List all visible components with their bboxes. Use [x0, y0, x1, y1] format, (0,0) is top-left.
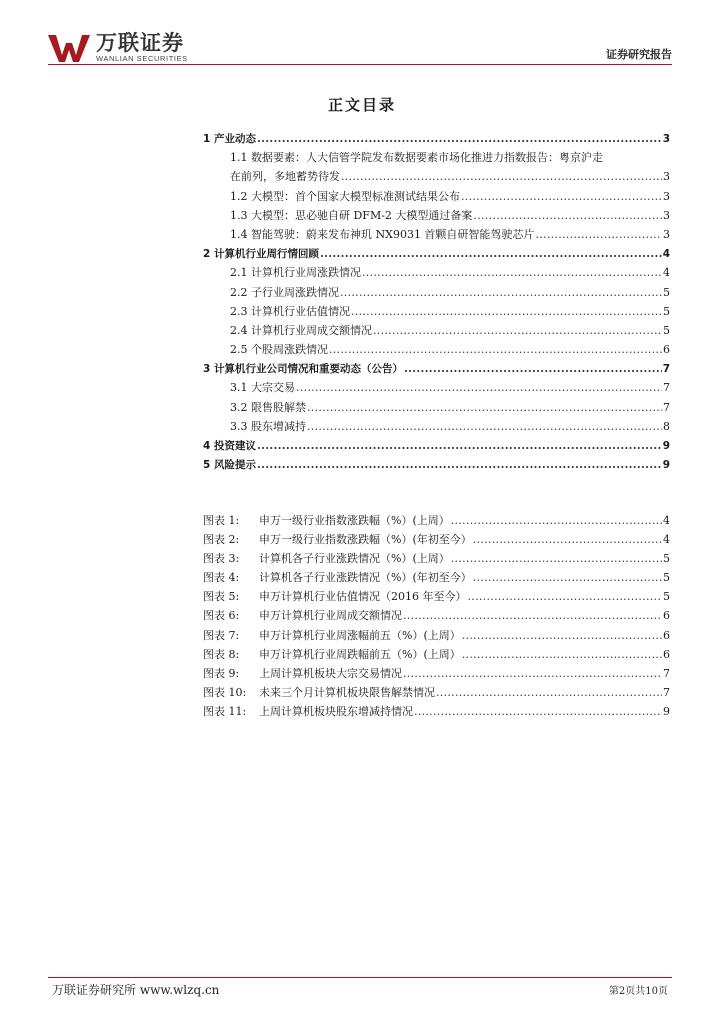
header-divider — [48, 64, 672, 65]
figure-page: 5 — [663, 552, 670, 566]
figure-page: 7 — [663, 666, 670, 680]
figure-label: 图表 7: — [203, 628, 240, 642]
toc-entry[interactable] — [203, 263, 670, 282]
logo-english-name: WANLIAN SECURITIES — [96, 54, 188, 63]
figure-label: 图表 9: — [203, 666, 240, 680]
figure-entry[interactable] — [203, 587, 670, 606]
toc-entry-label: 3 计算机行业公司情况和重要动态（公告） — [203, 363, 403, 376]
figure-label: 图表 10: — [203, 685, 247, 699]
toc-entry-label: 2.2 子行业周涨跌情况 — [230, 285, 339, 299]
figure-label: 图表 4: — [203, 571, 240, 585]
wanlian-w-logo-icon — [48, 33, 92, 63]
toc-entry-page: 4 — [663, 266, 670, 280]
toc-entry-label: 1.4 智能驾驶：蔚来发布神玑 NX9031 首颗自研智能驾驶芯片 — [230, 227, 535, 241]
figure-page: 6 — [663, 609, 670, 623]
toc-entry-label-continued: 在前列，多地蓄势待发 — [230, 170, 340, 184]
figure-page: 6 — [663, 647, 670, 661]
figure-title: 申万计算机行业周成交额情况 — [259, 609, 402, 623]
toc-entry-page: 9 — [662, 440, 670, 452]
toc-entry-page: 9 — [662, 459, 670, 472]
figure-entry[interactable] — [203, 530, 670, 549]
footer-page-number: 第2页共10页 — [608, 986, 668, 997]
figure-page: 5 — [663, 571, 670, 585]
toc-entry[interactable] — [203, 283, 670, 302]
footer-institute: 万联证券研究所 www.wlzq.cn — [52, 983, 220, 997]
figure-title: 上周计算机板块大宗交易情况 — [259, 666, 402, 680]
toc-entry-page: 3 — [663, 189, 670, 203]
toc-entry[interactable] — [203, 302, 670, 321]
toc-entry-page: 3 — [663, 170, 670, 184]
toc-entry-label: 3.3 股东增减持 — [230, 419, 306, 433]
figure-page: 9 — [663, 704, 670, 718]
toc-entry[interactable] — [203, 417, 670, 436]
toc-entry-page: 6 — [663, 343, 670, 357]
toc-entry-label: 3.1 大宗交易 — [230, 381, 295, 395]
figure-page: 4 — [663, 533, 670, 547]
figure-entry[interactable] — [203, 606, 670, 625]
toc-entry[interactable] — [203, 129, 670, 148]
figure-page: 4 — [663, 514, 670, 527]
report-type-label: 证券研究报告 — [606, 48, 672, 61]
toc-entry[interactable] — [203, 225, 670, 244]
toc-entry-label: 2.3 计算机行业估值情况 — [230, 304, 350, 318]
figure-entry[interactable] — [203, 549, 670, 568]
toc-entry-page: 3 — [663, 208, 670, 222]
figure-label: 图表 5: — [203, 590, 240, 604]
toc-entry-label: 4 投资建议 — [203, 440, 256, 452]
figure-title: 上周计算机板块股东增减持情况 — [259, 704, 413, 718]
toc-entry[interactable] — [203, 321, 670, 340]
figure-page: 6 — [663, 628, 670, 642]
toc-entry-label: 2.1 计算机行业周涨跌情况 — [230, 266, 361, 280]
figure-entry[interactable] — [203, 626, 670, 645]
toc-entry[interactable] — [203, 398, 670, 417]
toc-entry[interactable] — [203, 340, 670, 359]
toc-entry-label: 1 产业动态 — [203, 133, 256, 145]
figure-list — [203, 511, 670, 721]
figure-page: 7 — [663, 685, 670, 699]
figure-title: 计算机各子行业涨跌情况（%）(年初至今） — [259, 571, 472, 585]
toc-entry[interactable] — [203, 359, 670, 378]
toc-entry[interactable] — [203, 206, 670, 225]
figure-title: 申万计算机行业估值情况（2016 年至今） — [259, 590, 467, 604]
figure-entry[interactable] — [203, 664, 670, 683]
figure-label: 图表 1: — [203, 514, 240, 527]
logo-chinese-name: 万联证券 — [96, 31, 184, 55]
toc-entry-page: 4 — [662, 248, 670, 261]
table-of-contents — [203, 129, 670, 474]
toc-entry-label: 1.2 大模型：首个国家大模型标准测试结果公布 — [230, 189, 460, 203]
figure-label: 图表 2: — [203, 533, 240, 547]
toc-entry[interactable] — [203, 148, 670, 167]
figure-title: 申万一级行业指数涨跌幅（%）(上周） — [259, 514, 450, 527]
toc-entry-page: 3 — [662, 133, 670, 145]
figure-label: 图表 11: — [203, 704, 247, 718]
toc-entry-page: 8 — [663, 419, 670, 433]
toc-entry-label: 5 风险提示 — [203, 459, 256, 472]
figure-title: 申万一级行业指数涨跌幅（%）(年初至今） — [259, 533, 472, 547]
toc-entry-label: 2.4 计算机行业周成交额情况 — [230, 323, 372, 337]
company-logo — [48, 32, 188, 63]
toc-entry-continuation[interactable] — [203, 167, 670, 186]
figure-label: 图表 3: — [203, 552, 240, 566]
figure-page: 5 — [663, 590, 670, 604]
figure-entry[interactable] — [203, 702, 670, 721]
toc-entry[interactable] — [203, 244, 670, 263]
toc-entry-label: 3.2 限售股解禁 — [230, 400, 306, 414]
toc-entry-label: 1.1 数据要素：人大信管学院发布数据要素市场化推进力指数报告：粤京沪走 — [230, 151, 603, 165]
toc-entry[interactable] — [203, 455, 670, 474]
toc-entry-page: 7 — [663, 400, 670, 414]
toc-entry-page: 7 — [663, 381, 670, 395]
toc-entry-page: 5 — [663, 323, 670, 337]
toc-entry-page: 5 — [663, 285, 670, 299]
toc-entry-label: 2.5 个股周涨跌情况 — [230, 343, 328, 357]
toc-entry-page: 5 — [663, 304, 670, 318]
figure-title: 申万计算机行业周涨幅前五（%）(上周） — [259, 628, 461, 642]
footer-divider — [48, 977, 672, 978]
figure-entry[interactable] — [203, 568, 670, 587]
figure-entry[interactable] — [203, 683, 670, 702]
figure-label: 图表 6: — [203, 609, 240, 623]
toc-entry-page: 3 — [663, 227, 670, 241]
figure-title: 申万计算机行业周跌幅前五（%）(上周） — [259, 647, 461, 661]
figure-label: 图表 8: — [203, 647, 240, 661]
figure-title: 计算机各子行业涨跌情况（%）(上周） — [259, 552, 450, 566]
toc-entry[interactable] — [203, 187, 670, 206]
toc-entry-page: 7 — [662, 363, 670, 376]
toc-entry-label: 1.3 大模型：思必驰自研 DFM-2 大模型通过备案 — [230, 208, 473, 222]
toc-entry[interactable] — [203, 378, 670, 397]
toc-title: 正文目录 — [327, 96, 396, 114]
toc-entry[interactable] — [203, 436, 670, 455]
figure-entry[interactable] — [203, 511, 670, 530]
figure-title: 未来三个月计算机板块限售解禁情况 — [259, 685, 435, 699]
figure-entry[interactable] — [203, 645, 670, 664]
toc-entry-label: 2 计算机行业周行情回顾 — [203, 248, 319, 261]
